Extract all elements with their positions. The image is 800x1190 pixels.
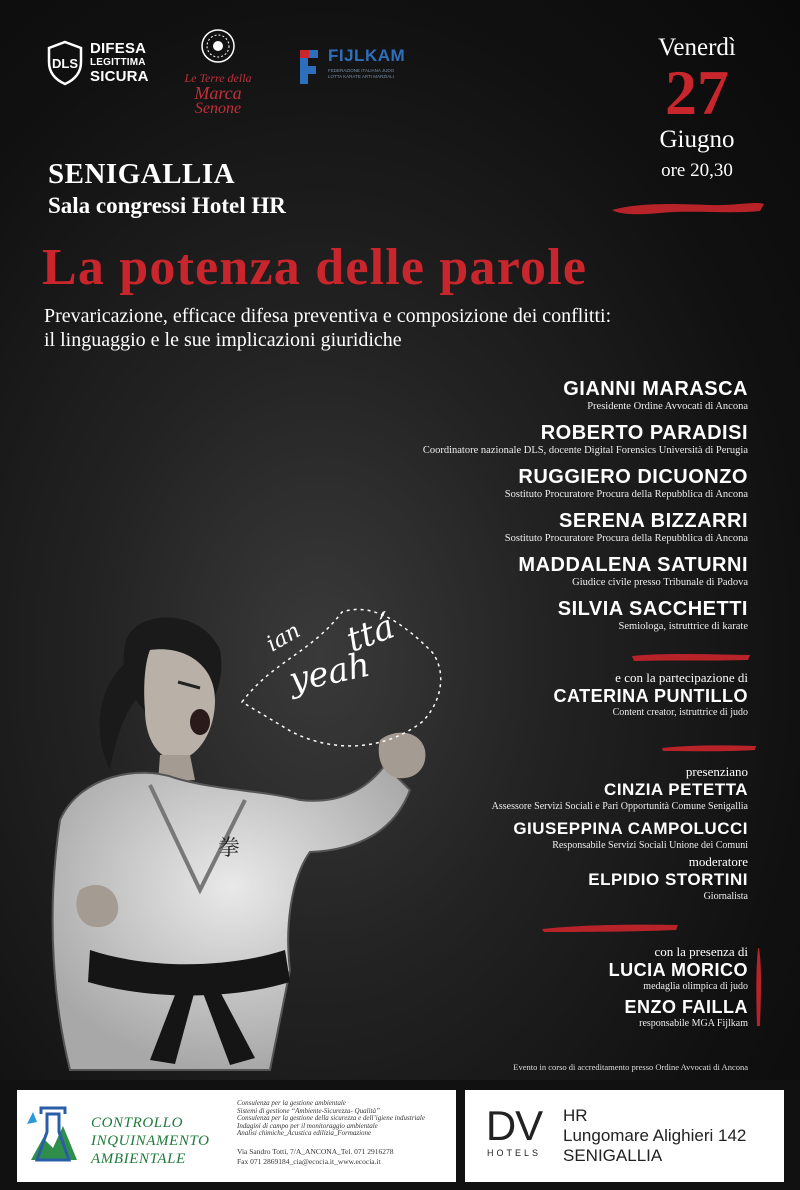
moderator-role: Giornalista <box>703 891 748 902</box>
guest-name: GIUSEPPINA CAMPOLUCCI <box>513 819 748 838</box>
speaker-item <box>228 378 748 414</box>
dls-line2: LEGITTIMA <box>90 57 146 68</box>
cia-service: Analisi chimiche_Acustica edilizia_Formazione <box>237 1129 372 1138</box>
event-subtitle <box>44 304 784 352</box>
speaker-role: Sostituto Procuratore Procura della Repubblica di Ancona <box>504 489 748 500</box>
cia-contacts <box>237 1147 451 1167</box>
date-time: ore 20,30 <box>661 160 733 181</box>
svg-text:DLS: DLS <box>52 56 78 71</box>
hotel-street: Lungomare Alighieri 142 <box>563 1126 747 1145</box>
date-weekday: Venerdì <box>658 34 736 61</box>
speaker-item <box>228 554 748 590</box>
guest-role: Responsabile Servizi Sociali Unione dei Comuni <box>552 840 748 851</box>
terre-line1: Le Terre della <box>184 71 252 85</box>
brush-stroke-1 <box>630 650 752 664</box>
cia-service: Sistemi di gestione “Ambiente-Sicurezza- Qualità” <box>237 1106 380 1115</box>
cia-service: Indagini di campo per il monitoraggio ambientale <box>237 1121 378 1130</box>
hotel-city: SENIGALLIA <box>563 1146 663 1165</box>
dls-line3: SICURA <box>90 68 149 85</box>
speaker-role: Presidente Ordine Avvocati di Ancona <box>587 401 748 412</box>
event-title: La potenza delle parole <box>42 239 588 296</box>
speaker-role: Giudice civile presso Tribunale di Padova <box>572 577 748 588</box>
speaker-role: Semiologa, istruttrice di karate <box>618 621 748 632</box>
speaker-item <box>228 422 748 458</box>
guest-name: ENZO FAILLA <box>624 997 748 1017</box>
speaker-role: Coordinatore nazionale DLS, docente Digital Forensics Università di Perugia <box>422 445 748 456</box>
moderator-name: ELPIDIO STORTINI <box>588 870 748 889</box>
cia-service: Consulenza per la gestione ambientale <box>237 1099 346 1107</box>
fijlkam-subtitle: FEDERAZIONE ITALIANA JUDO LOTTA KARATE ARTI MARZIALI <box>328 68 395 79</box>
event-city: SENIGALLIA <box>48 158 236 190</box>
terre-line2: Marca <box>194 83 242 103</box>
cia-line2: INQUINAMENTO <box>91 1133 210 1149</box>
flask-icon <box>25 1104 81 1168</box>
speech-word-1: yeah <box>285 644 374 701</box>
subtitle-line1: Prevaricazione, efficace difesa preventiva e composizione dei conflitti: <box>44 305 612 327</box>
emblem-icon <box>200 28 236 64</box>
brush-stroke-3 <box>540 920 680 934</box>
speech-word-2: ttá <box>341 606 400 661</box>
cia-fax-email: Fax 071 2869184_cia@ecocia.it_www.ecocia.it <box>237 1157 381 1166</box>
hotel-name: HR <box>563 1106 588 1125</box>
participant-name: CATERINA PUNTILLO <box>553 686 748 706</box>
svg-text:拳: 拳 <box>218 836 241 861</box>
cia-address: Via Sandro Totti, 7/A_ANCONA_Tel. 071 2916278 <box>237 1147 394 1156</box>
brush-stroke-date <box>610 198 766 218</box>
participation-intro: e con la partecipazione di <box>615 670 748 685</box>
guest-name: LUCIA MORICO <box>608 960 748 980</box>
speaker-role: Sostituto Procuratore Procura della Repubblica di Ancona <box>504 533 748 544</box>
guest-role: Assessore Servizi Sociali e Pari Opportunità Comune Senigallia <box>491 801 748 812</box>
speaker-name: GIANNI MARASCA <box>563 378 748 400</box>
guest-role: medaglia olimpica di judo <box>643 981 748 992</box>
accreditation-note: Evento in corso di accreditamento presso Ordine Avvocati di Ancona <box>513 1062 748 1072</box>
cia-line3: AMBIENTALE <box>91 1151 186 1167</box>
moderator-intro: moderatore <box>688 854 748 869</box>
subtitle-line2: il linguaggio e le sue implicazioni giuridiche <box>44 329 402 351</box>
brush-stroke-2 <box>660 742 758 754</box>
speaker-item <box>228 466 748 502</box>
hotel-sponsor-box <box>465 1090 784 1182</box>
cia-name <box>91 1114 210 1168</box>
dv-mark: DV <box>485 1102 543 1149</box>
sponsor-footer <box>0 1080 800 1190</box>
speech-word-3: ian <box>262 618 305 658</box>
event-venue: Sala congressi Hotel HR <box>48 193 286 218</box>
presenziano-intro: presenziano <box>685 764 748 779</box>
participant-role: Content creator, istruttrice di judo <box>612 707 748 718</box>
date-day: 27 <box>665 57 729 128</box>
cia-sponsor-box <box>17 1090 456 1182</box>
speaker-name: MADDALENA SATURNI <box>518 554 748 576</box>
event-date <box>642 34 752 182</box>
fijlkam-logo <box>296 46 405 88</box>
shield-icon <box>46 40 84 86</box>
terre-marca-senone-logo <box>176 28 260 116</box>
speaker-name: RUGGIERO DICUONZO <box>518 466 748 488</box>
cia-services <box>237 1100 449 1138</box>
speech-bubble <box>232 592 462 762</box>
guest-role: responsabile MGA Fijlkam <box>639 1018 748 1029</box>
terre-line3: Senone <box>194 100 242 117</box>
cia-line1: CONTROLLO <box>91 1115 184 1131</box>
brush-stroke-vertical <box>752 946 766 1028</box>
dv-hotels-label: HOTELS <box>486 1148 541 1158</box>
cia-service: Consulenza per la gestione della sicurezza e dell’igiene industriale <box>237 1114 425 1123</box>
presenza-intro: con la presenza di <box>654 944 748 959</box>
speaker-item <box>228 510 748 546</box>
dls-logo-text <box>90 42 149 84</box>
date-month: Giugno <box>659 126 735 153</box>
dls-logo <box>46 40 149 86</box>
speaker-name: SERENA BIZZARRI <box>559 510 748 532</box>
speaker-name: ROBERTO PARADISI <box>540 422 748 444</box>
speaker-name: SILVIA SACCHETTI <box>557 598 748 620</box>
dls-line1: DIFESA <box>90 40 147 57</box>
dv-hotels-logo <box>479 1102 549 1158</box>
terre-logo-text <box>176 71 260 116</box>
fijlkam-mark-icon <box>296 46 322 88</box>
guest-name: CINZIA PETETTA <box>604 780 748 799</box>
hotel-address <box>563 1106 746 1166</box>
fijlkam-name: FIJLKAM <box>328 46 406 65</box>
